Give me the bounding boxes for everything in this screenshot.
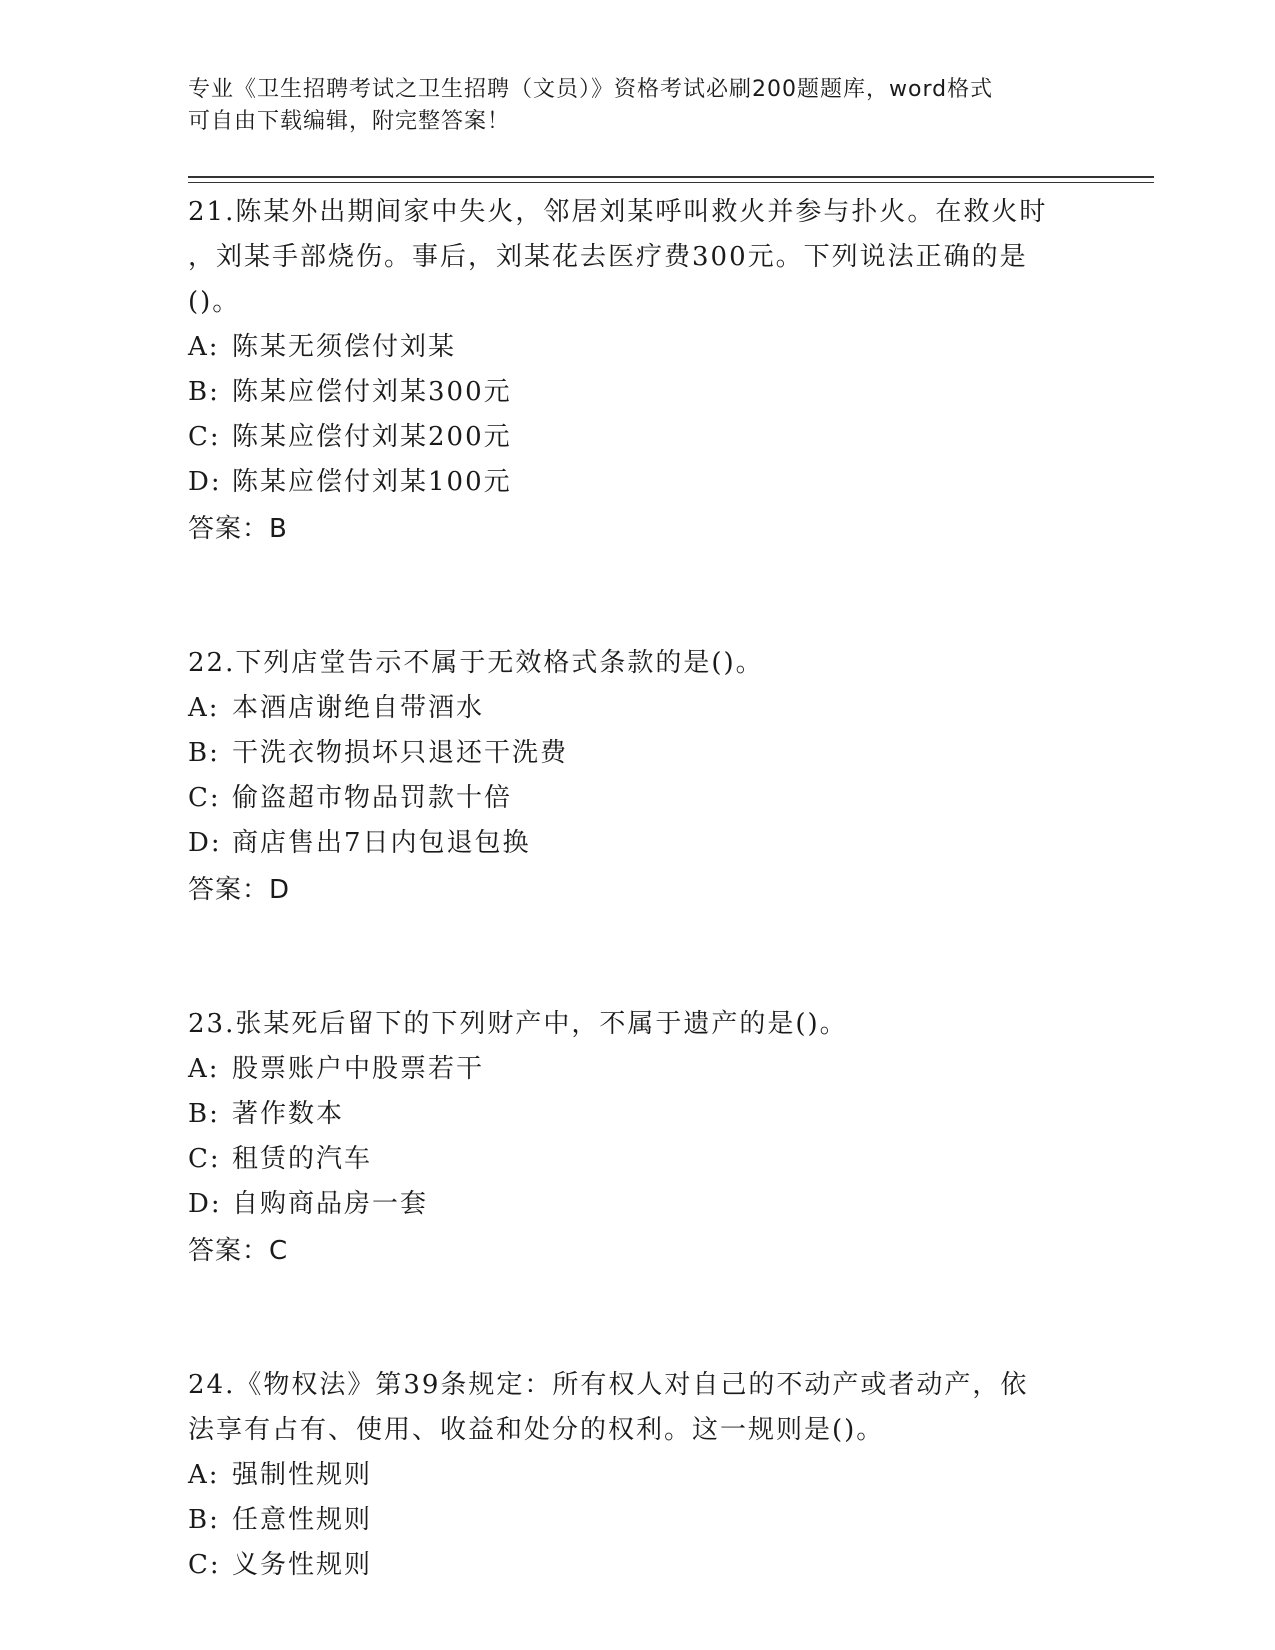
option-text: 自购商品房一套 <box>232 1189 429 1219</box>
option-label: B: <box>188 738 220 768</box>
option-label: A: <box>188 332 220 362</box>
option-label: C: <box>188 1550 221 1580</box>
option-text: 陈某无须偿付刘某 <box>232 332 457 362</box>
option-d <box>188 1182 1088 1227</box>
question-22 <box>188 641 1088 914</box>
question-24-line-2: 法享有占有、使用、收益和处分的权利。这一规则是()。 <box>188 1415 885 1445</box>
question-21-line-2: ，刘某手部烧伤。事后，刘某花去医疗费300元。下列说法正确的是 <box>188 242 1028 272</box>
option-b <box>188 1498 1088 1543</box>
answer-21: 答案：B <box>188 514 288 544</box>
spacer <box>188 914 1088 1002</box>
question-23 <box>188 1002 1088 1275</box>
option-label: A: <box>188 1460 220 1490</box>
option-b <box>188 731 1088 776</box>
option-c <box>188 776 1088 821</box>
option-text: 陈某应偿付刘某300元 <box>232 377 512 407</box>
option-a <box>188 686 1088 731</box>
option-a <box>188 1453 1088 1498</box>
option-b <box>188 1092 1088 1137</box>
header-line-2: 可自由下载编辑，附完整答案！ <box>188 109 511 134</box>
option-label: C: <box>188 1144 221 1174</box>
answer-23: 答案：C <box>188 1236 289 1266</box>
option-label: C: <box>188 783 221 813</box>
option-label: D: <box>188 467 222 497</box>
answer-22: 答案：D <box>188 875 291 905</box>
option-b <box>188 370 1088 415</box>
question-21-line-1: 21.陈某外出期间家中失火，邻居刘某呼叫救火并参与扑火。在救火时 <box>188 197 1048 227</box>
question-21 <box>188 190 1088 553</box>
question-24-line-1: 24.《物权法》第39条规定：所有权人对自己的不动产或者动产，依 <box>188 1370 1029 1400</box>
header-divider-thick <box>188 176 1154 178</box>
option-label: A: <box>188 693 220 723</box>
option-label: B: <box>188 1099 220 1129</box>
option-d <box>188 821 1088 866</box>
option-text: 租赁的汽车 <box>232 1144 373 1174</box>
option-label: B: <box>188 1505 220 1535</box>
option-label: B: <box>188 377 220 407</box>
option-text: 陈某应偿付刘某100元 <box>232 467 512 497</box>
spacer <box>188 1275 1088 1363</box>
option-label: A: <box>188 1054 220 1084</box>
option-text: 著作数本 <box>232 1099 345 1129</box>
option-c <box>188 415 1088 460</box>
option-text: 强制性规则 <box>232 1460 373 1490</box>
option-text: 本酒店谢绝自带酒水 <box>232 693 485 723</box>
question-24 <box>188 1363 1088 1588</box>
question-list <box>188 190 1088 1588</box>
option-text: 商店售出7日内包退包换 <box>232 828 531 858</box>
option-label: C: <box>188 422 221 452</box>
option-text: 任意性规则 <box>232 1505 373 1535</box>
option-a <box>188 325 1088 370</box>
option-text: 股票账户中股票若干 <box>232 1054 485 1084</box>
option-text: 偷盗超市物品罚款十倍 <box>232 783 513 813</box>
option-label: D: <box>188 1189 222 1219</box>
option-a <box>188 1047 1088 1092</box>
header-line-1: 专业《卫生招聘考试之卫生招聘（文员）》资格考试必刷200题题库，word格式 <box>188 77 994 102</box>
question-21-line-3: ()。 <box>188 287 241 317</box>
spacer <box>188 553 1088 641</box>
option-label: D: <box>188 828 222 858</box>
option-c <box>188 1137 1088 1182</box>
option-text: 义务性规则 <box>232 1550 373 1580</box>
option-d <box>188 460 1088 505</box>
document-header <box>188 74 1088 138</box>
option-text: 陈某应偿付刘某200元 <box>232 422 512 452</box>
option-c <box>188 1543 1088 1588</box>
question-23-line-1: 23.张某死后留下的下列财产中，不属于遗产的是()。 <box>188 1009 848 1039</box>
option-text: 干洗衣物损坏只退还干洗费 <box>232 738 569 768</box>
header-divider-thin <box>188 182 1154 183</box>
question-22-line-1: 22.下列店堂告示不属于无效格式条款的是()。 <box>188 648 764 678</box>
